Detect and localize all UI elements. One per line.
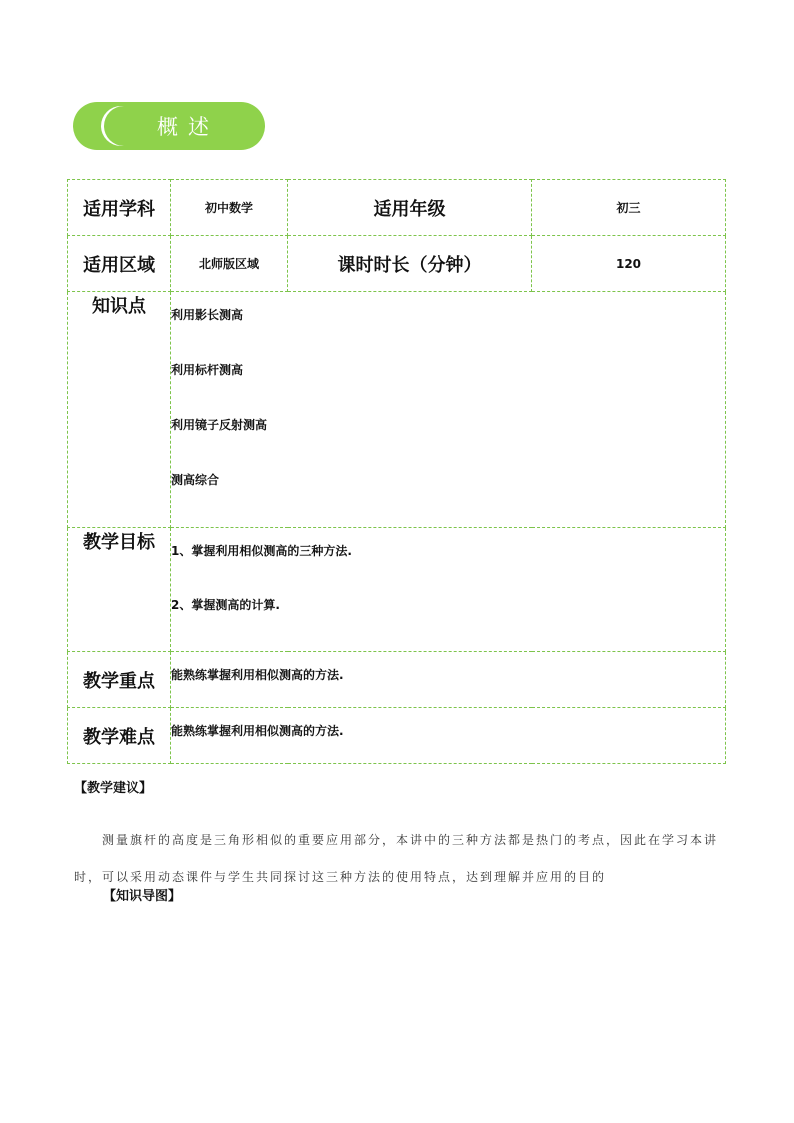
duration-value: 120 [532,236,726,292]
key-content [171,652,726,708]
subject-label: 适用学科 [68,180,171,236]
knowledge-item: 测高综合 [171,473,220,487]
duration-label: 课时时长（分钟） [288,236,532,292]
grade-label: 适用年级 [288,180,532,236]
knowledge-item: 利用镜子反射测高 [171,418,268,432]
region-label: 适用区域 [68,236,171,292]
key-label: 教学重点 [68,652,171,708]
banner-title: 概述 [157,115,219,139]
knowledge-list [171,292,725,527]
knowledge-label: 知识点 [68,292,171,528]
difficulty-value: 能熟练掌握利用相似测高的方法. [171,724,344,738]
overview-banner [73,102,265,150]
knowledge-map-heading: 【知识导图】 [103,889,182,904]
key-point-row [68,652,726,708]
goals-list [171,528,725,651]
goal-item: 2、掌握测高的计算. [171,598,280,612]
grade-value: 初三 [532,180,726,236]
subject-grade-row [68,180,726,236]
knowledge-item: 利用标杆测高 [171,363,244,377]
region-value: 北师版区域 [171,236,288,292]
knowledge-content [171,292,726,528]
knowledge-item: 利用影长测高 [171,308,244,322]
goals-row [68,528,726,652]
overview-table [67,179,726,764]
difficulty-row [68,708,726,764]
goal-item: 1、掌握利用相似测高的三种方法. [171,544,352,558]
subject-value: 初中数学 [171,180,288,236]
teaching-suggestion-text: 测量旗杆的高度是三角形相似的重要应用部分，本讲中的三种方法都是热门的考点，因此在学习本讲时，可以采用动态课件与学生共同探讨这三种方法的使用特点，达到理解并应用的目的 [74,833,719,884]
knowledge-row [68,292,726,528]
banner-title-box [104,106,264,146]
goals-content [171,528,726,652]
goals-label: 教学目标 [68,528,171,652]
region-duration-row [68,236,726,292]
key-value: 能熟练掌握利用相似测高的方法. [171,668,344,682]
difficulty-content [171,708,726,764]
difficulty-label: 教学难点 [68,708,171,764]
teaching-suggestion-heading: 【教学建议】 [74,781,153,796]
